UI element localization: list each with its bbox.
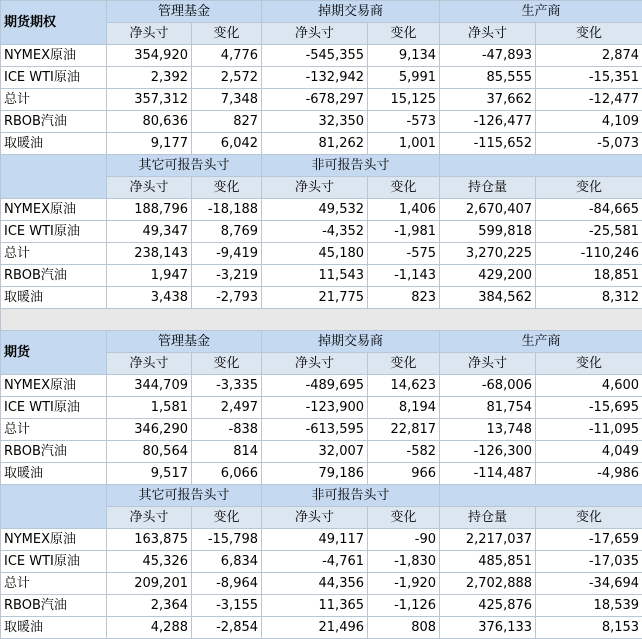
table-row [1, 89, 642, 111]
value-cell: 823 [368, 287, 440, 309]
column-header: 变化 [192, 177, 262, 199]
value-cell: 425,876 [440, 595, 536, 617]
table-row [1, 397, 642, 419]
column-header: 变化 [368, 177, 440, 199]
value-cell: -582 [368, 441, 440, 463]
table-row [1, 595, 642, 617]
group-header: 生产商 [440, 331, 642, 353]
value-cell: 18,539 [536, 595, 642, 617]
table-row [1, 45, 642, 67]
column-header: 持仓量 [440, 177, 536, 199]
table-row [1, 133, 642, 155]
value-cell: 376,133 [440, 617, 536, 639]
value-cell: 80,564 [107, 441, 192, 463]
value-cell: 49,117 [262, 529, 368, 551]
row-label: RBOB汽油 [1, 441, 107, 463]
value-cell: 21,496 [262, 617, 368, 639]
column-header: 变化 [368, 507, 440, 529]
value-cell: 8,194 [368, 397, 440, 419]
value-cell: -18,188 [192, 199, 262, 221]
value-cell: 44,356 [262, 573, 368, 595]
value-cell: 808 [368, 617, 440, 639]
column-header: 变化 [192, 353, 262, 375]
value-cell: 2,364 [107, 595, 192, 617]
value-cell: 2,497 [192, 397, 262, 419]
column-header: 净头寸 [107, 353, 192, 375]
value-cell: 344,709 [107, 375, 192, 397]
value-cell: -90 [368, 529, 440, 551]
value-cell: -114,487 [440, 463, 536, 485]
value-cell: 3,270,225 [440, 243, 536, 265]
table-row [1, 463, 642, 485]
group-header: 管理基金 [107, 331, 262, 353]
value-cell: 4,600 [536, 375, 642, 397]
value-cell: 2,874 [536, 45, 642, 67]
column-header: 净头寸 [262, 507, 368, 529]
value-cell: -3,219 [192, 265, 262, 287]
column-header: 变化 [536, 177, 642, 199]
row-label: 取暖油 [1, 463, 107, 485]
value-cell: 9,134 [368, 45, 440, 67]
group-header: 生产商 [440, 1, 642, 23]
table-row [1, 111, 642, 133]
value-cell: -4,761 [262, 551, 368, 573]
column-header: 净头寸 [107, 23, 192, 45]
row-label: NYMEX原油 [1, 199, 107, 221]
value-cell: 11,365 [262, 595, 368, 617]
table-row [1, 617, 642, 639]
value-cell: 354,920 [107, 45, 192, 67]
value-cell: -84,665 [536, 199, 642, 221]
row-label: RBOB汽油 [1, 265, 107, 287]
value-cell: 2,572 [192, 67, 262, 89]
row-label: NYMEX原油 [1, 45, 107, 67]
row-label: NYMEX原油 [1, 529, 107, 551]
value-cell: 4,288 [107, 617, 192, 639]
row-label: 取暖油 [1, 287, 107, 309]
column-header: 变化 [536, 23, 642, 45]
value-cell: 384,562 [440, 287, 536, 309]
value-cell: 1,947 [107, 265, 192, 287]
value-cell: 346,290 [107, 419, 192, 441]
value-cell: -123,900 [262, 397, 368, 419]
value-cell: 32,350 [262, 111, 368, 133]
value-cell: 37,662 [440, 89, 536, 111]
value-cell: 85,555 [440, 67, 536, 89]
value-cell: 966 [368, 463, 440, 485]
value-cell: -110,246 [536, 243, 642, 265]
column-header: 持仓量 [440, 507, 536, 529]
value-cell: 599,818 [440, 221, 536, 243]
table-corner-label [1, 485, 107, 529]
column-header: 净头寸 [107, 177, 192, 199]
value-cell: -5,073 [536, 133, 642, 155]
value-cell: -1,920 [368, 573, 440, 595]
value-cell: -68,006 [440, 375, 536, 397]
value-cell: -545,355 [262, 45, 368, 67]
column-header: 变化 [536, 353, 642, 375]
value-cell: 14,623 [368, 375, 440, 397]
value-cell: 188,796 [107, 199, 192, 221]
value-cell: 81,754 [440, 397, 536, 419]
value-cell: 18,851 [536, 265, 642, 287]
row-label: 取暖油 [1, 617, 107, 639]
table-row [1, 441, 642, 463]
column-header: 净头寸 [440, 353, 536, 375]
column-header: 变化 [192, 23, 262, 45]
table-row [1, 287, 642, 309]
value-cell: -4,986 [536, 463, 642, 485]
value-cell: 81,262 [262, 133, 368, 155]
value-cell: 22,817 [368, 419, 440, 441]
row-label: 总计 [1, 573, 107, 595]
value-cell: 45,326 [107, 551, 192, 573]
value-cell: 814 [192, 441, 262, 463]
value-cell: -1,143 [368, 265, 440, 287]
row-label: RBOB汽油 [1, 595, 107, 617]
value-cell: 3,438 [107, 287, 192, 309]
row-label: 总计 [1, 419, 107, 441]
value-cell: 1,581 [107, 397, 192, 419]
value-cell: -1,126 [368, 595, 440, 617]
group-header-row [1, 331, 642, 353]
value-cell: 4,776 [192, 45, 262, 67]
table-row [1, 551, 642, 573]
group-header [440, 155, 642, 177]
value-cell: 49,532 [262, 199, 368, 221]
table-row [1, 529, 642, 551]
value-cell: -8,964 [192, 573, 262, 595]
column-header: 变化 [368, 353, 440, 375]
value-cell: -1,830 [368, 551, 440, 573]
value-cell: 4,109 [536, 111, 642, 133]
row-label: ICE WTI原油 [1, 221, 107, 243]
column-header: 净头寸 [262, 177, 368, 199]
value-cell: -15,695 [536, 397, 642, 419]
group-header: 非可报告头寸 [262, 485, 440, 507]
value-cell: -489,695 [262, 375, 368, 397]
value-cell: -3,335 [192, 375, 262, 397]
row-label: 取暖油 [1, 133, 107, 155]
value-cell: 2,217,037 [440, 529, 536, 551]
value-cell: 45,180 [262, 243, 368, 265]
group-header: 其它可报告头寸 [107, 485, 262, 507]
value-cell: -678,297 [262, 89, 368, 111]
value-cell: -2,854 [192, 617, 262, 639]
table-row [1, 221, 642, 243]
value-cell: 9,517 [107, 463, 192, 485]
value-cell: 1,406 [368, 199, 440, 221]
value-cell: -2,793 [192, 287, 262, 309]
row-label: ICE WTI原油 [1, 67, 107, 89]
value-cell: -126,477 [440, 111, 536, 133]
table-row [1, 419, 642, 441]
value-cell: 163,875 [107, 529, 192, 551]
value-cell: -25,581 [536, 221, 642, 243]
value-cell: -12,477 [536, 89, 642, 111]
row-label: ICE WTI原油 [1, 397, 107, 419]
value-cell: -17,035 [536, 551, 642, 573]
value-cell: 1,001 [368, 133, 440, 155]
value-cell: -34,694 [536, 573, 642, 595]
value-cell: 21,775 [262, 287, 368, 309]
table-corner-label: 期货期权 [1, 1, 107, 45]
table-row [1, 265, 642, 287]
value-cell: -15,798 [192, 529, 262, 551]
value-cell: 429,200 [440, 265, 536, 287]
table-corner-label: 期货 [1, 331, 107, 375]
group-header-row [1, 155, 642, 177]
value-cell: 6,042 [192, 133, 262, 155]
value-cell: 9,177 [107, 133, 192, 155]
value-cell: -9,419 [192, 243, 262, 265]
row-label: ICE WTI原油 [1, 551, 107, 573]
value-cell: 2,392 [107, 67, 192, 89]
value-cell: -15,351 [536, 67, 642, 89]
column-header: 净头寸 [262, 353, 368, 375]
table-row [1, 573, 642, 595]
value-cell: 2,702,888 [440, 573, 536, 595]
column-header: 变化 [192, 507, 262, 529]
value-cell: -838 [192, 419, 262, 441]
table-row [1, 243, 642, 265]
value-cell: -132,942 [262, 67, 368, 89]
value-cell: -47,893 [440, 45, 536, 67]
value-cell: 7,348 [192, 89, 262, 111]
group-header: 非可报告头寸 [262, 155, 440, 177]
value-cell: -4,352 [262, 221, 368, 243]
value-cell: 49,347 [107, 221, 192, 243]
row-label: 总计 [1, 89, 107, 111]
group-header-row [1, 1, 642, 23]
row-label: RBOB汽油 [1, 111, 107, 133]
value-cell: -613,595 [262, 419, 368, 441]
column-header: 净头寸 [262, 23, 368, 45]
value-cell: 13,748 [440, 419, 536, 441]
value-cell: -11,095 [536, 419, 642, 441]
value-cell: 5,991 [368, 67, 440, 89]
value-cell: 8,312 [536, 287, 642, 309]
value-cell: 4,049 [536, 441, 642, 463]
value-cell: -1,981 [368, 221, 440, 243]
value-cell: 2,670,407 [440, 199, 536, 221]
column-header: 变化 [368, 23, 440, 45]
value-cell: 11,543 [262, 265, 368, 287]
value-cell: 827 [192, 111, 262, 133]
value-cell: 238,143 [107, 243, 192, 265]
value-cell: -115,652 [440, 133, 536, 155]
value-cell: 8,153 [536, 617, 642, 639]
value-cell: 15,125 [368, 89, 440, 111]
row-label: 总计 [1, 243, 107, 265]
group-header: 其它可报告头寸 [107, 155, 262, 177]
section-separator [1, 309, 642, 331]
value-cell: -126,300 [440, 441, 536, 463]
value-cell: -575 [368, 243, 440, 265]
value-cell: 6,066 [192, 463, 262, 485]
value-cell: -3,155 [192, 595, 262, 617]
separator-cell [1, 309, 642, 331]
value-cell: 79,186 [262, 463, 368, 485]
table-corner-label [1, 155, 107, 199]
value-cell: 8,769 [192, 221, 262, 243]
value-cell: 209,201 [107, 573, 192, 595]
group-header-row [1, 485, 642, 507]
value-cell: 80,636 [107, 111, 192, 133]
value-cell: 6,834 [192, 551, 262, 573]
column-header: 变化 [536, 507, 642, 529]
row-label: NYMEX原油 [1, 375, 107, 397]
table-row [1, 67, 642, 89]
value-cell: -573 [368, 111, 440, 133]
group-header: 掉期交易商 [262, 331, 440, 353]
group-header: 管理基金 [107, 1, 262, 23]
column-header: 净头寸 [107, 507, 192, 529]
column-header: 净头寸 [440, 23, 536, 45]
value-cell: -17,659 [536, 529, 642, 551]
table-row [1, 375, 642, 397]
group-header: 掉期交易商 [262, 1, 440, 23]
value-cell: 485,851 [440, 551, 536, 573]
value-cell: 357,312 [107, 89, 192, 111]
table-row [1, 199, 642, 221]
value-cell: 32,007 [262, 441, 368, 463]
group-header [440, 485, 642, 507]
